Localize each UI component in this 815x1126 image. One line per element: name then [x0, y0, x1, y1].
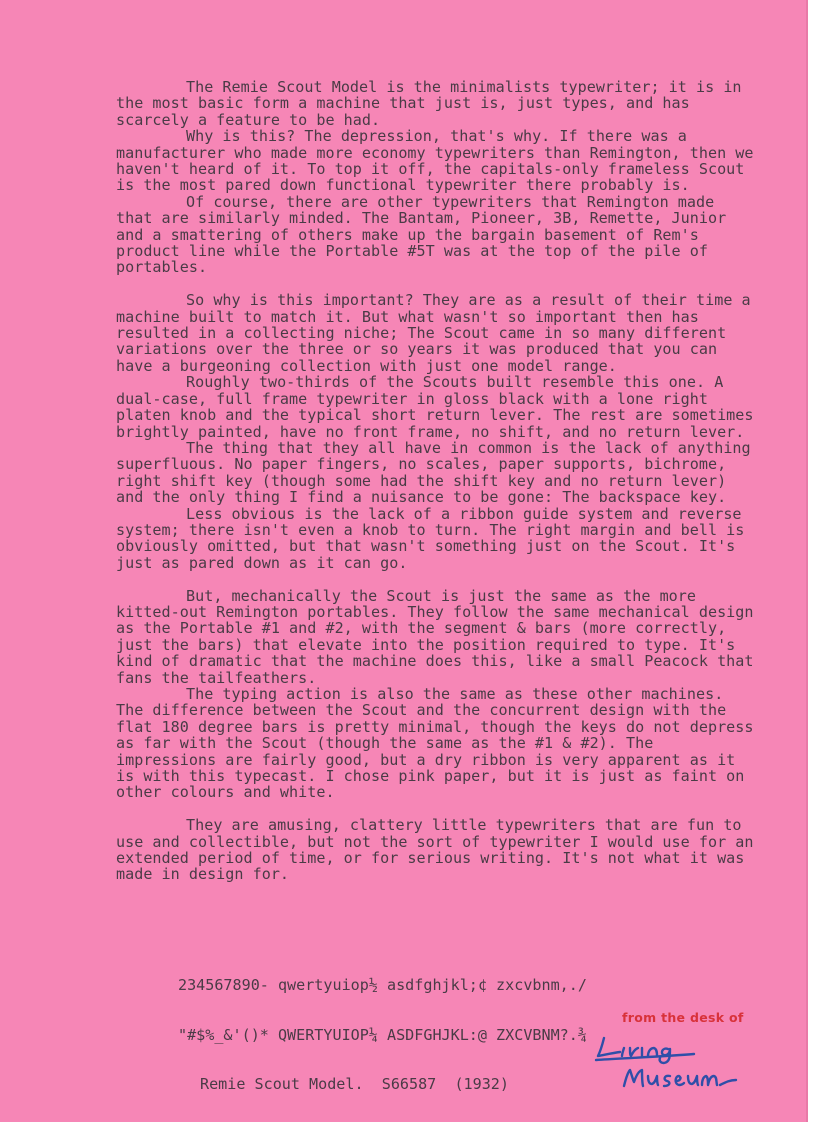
living-museum-signature [590, 1030, 750, 1100]
paragraph-ribbon: Less obvious is the lack of a ribbon guide system and reverse system; there isn't even a knob to turn. The right margin and bell is obviously omitted, but that wasn't something just on the Scout. It's just as pared down as it can go. [116, 504, 754, 572]
sample-line-lowercase: 234567890- qwertyuiop½ asdfghjkl;¢ zxcvbnm,./ [178, 976, 587, 994]
paragraph-common: The thing that they all have in common is the lack of anything superfluous. No paper fingers, no scales, paper supports, bichrome, right shift key (though some had the shift key and no return lever) and the only thing I find a nuisance to be gone: The backspace key. [116, 438, 760, 507]
paragraph-gap [116, 571, 756, 587]
stamp-from-the-desk-of: from the desk of [622, 1010, 744, 1025]
paragraph-gap [116, 801, 756, 817]
paragraph-conclusion: They are amusing, clattery little typewriters that are fun to use and collectible, but not the sort of typewriter I would use for an extended period of time, or for serious writing. It's not what it was made in design for. [116, 816, 763, 884]
paragraph-two-thirds: Roughly two-thirds of the Scouts built resemble this one. A dual-case, full frame typewriter in gloss black with a lone right platen knob and the typical short return lever. The rest are sometimes brightly painted, have no front frame, no shift, and no return lever. [116, 373, 763, 441]
paragraph-gap [116, 276, 756, 292]
typeface-sample [178, 944, 587, 1126]
paragraph-intro: The Remie Scout Model is the minimalists typewriter; it is in the most basic form a machine that just is, just types, and has scarcely a feature to be had. [116, 78, 751, 129]
paragraph-other-typewriters: Of course, there are other typewriters that Remington made that are similarly minded. The Bantam, Pioneer, 3B, Remette, Junior and a smattering of others make up the bargain basement of Rem's product line while the Portable #5T was at the top of the pile of portables. [116, 192, 736, 277]
sample-line-model: Remie Scout Model. S66587 (1932) [200, 1075, 509, 1093]
paragraph-importance: So why is this important? They are as a result of their time a machine built to match it. But what wasn't so important then has resulted in a collecting niche; The Scout came in so many different variations over the three or so years it was produced that you can have a burgeoning collection with just one model range. [116, 291, 760, 375]
paragraph-mechanics: But, mechanically the Scout is just the same as the more kitted-out Remington portables. They follow the same mechanical design as the Portable #1 and #2, with the segment & bars (more correctly, just the bars) that elevate into the position required to type. It's kind of dramatic that the machine does this, like a small Peacock that fans the tailfeathers. [116, 586, 763, 687]
paragraph-typing-action: The typing action is also the same as these other machines. The difference between the Scout and the concurrent design with the flat 180 degree bars is pretty minimal, though the keys do not depress as far with the Scout (though the same as the #1 & #2). The impressions are fairly good, but a dry ribbon is very apparent as it is with this typecast. I chose pink paper, but it is just as faint on other colours and white. [116, 685, 763, 802]
letter-body [116, 78, 763, 884]
sample-line-uppercase: "#$%_&'()* QWERTYUIOP¼ ASDFGHJKL:@ ZXCVBNM?.¾ [178, 1025, 587, 1044]
paragraph-depression: Why is this? The depression, that's why. If there was a manufacturer who made more economy typewriters than Remington, then we haven't heard of it. To top it off, the capitals-only frameless Scout is the most pared down functional typewriter there probably is. [116, 127, 763, 195]
